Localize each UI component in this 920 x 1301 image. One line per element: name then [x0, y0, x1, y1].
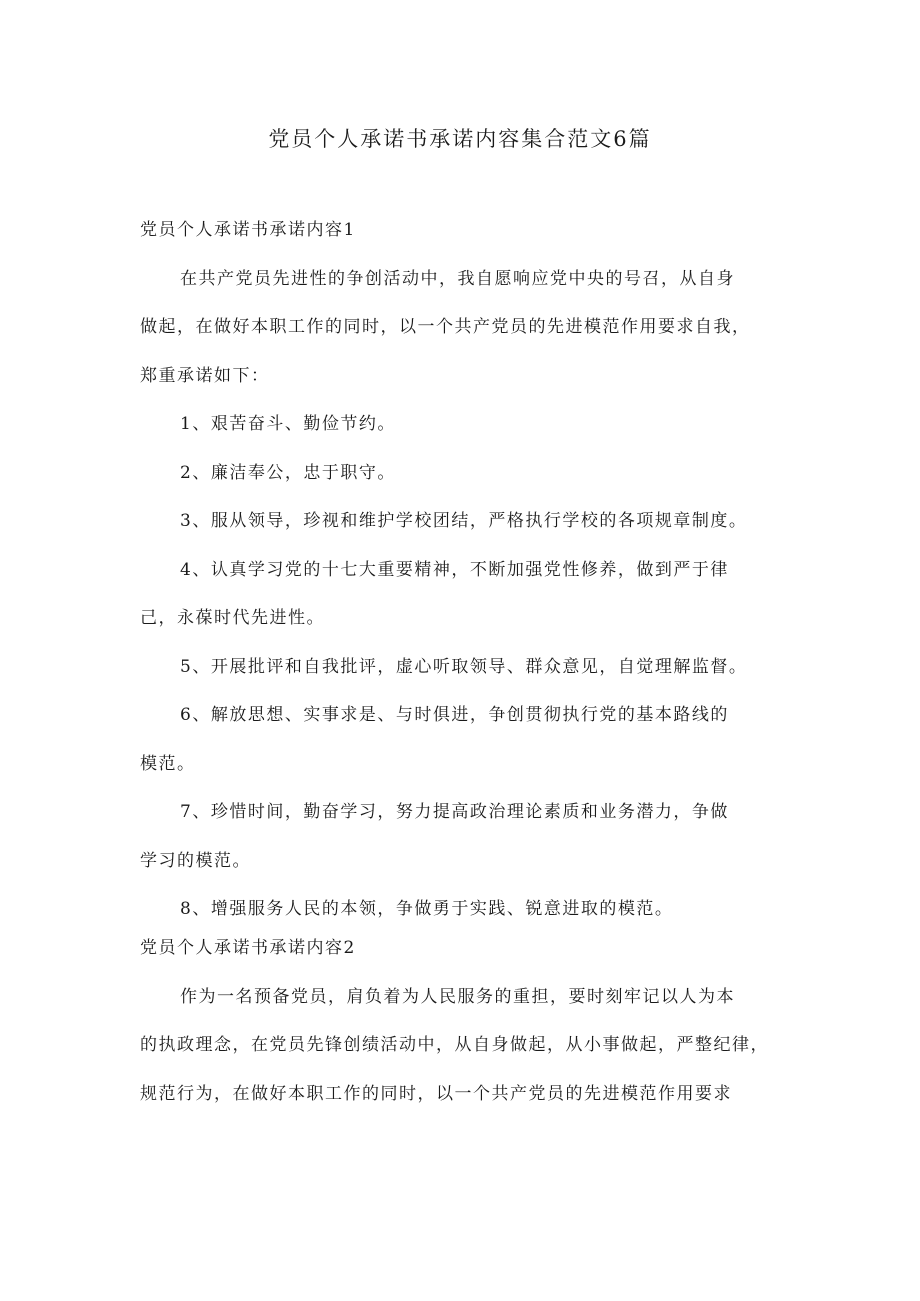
list-item: 6、解放思想、实事求是、与时俱进，争创贯彻执行党的基本路线的	[180, 705, 729, 725]
list-item-continuation: 己，永葆时代先进性。	[140, 608, 325, 628]
list-item-continuation: 学习的模范。	[140, 850, 251, 871]
paragraph-line: 规范行为，在做好本职工作的同时，以一个共产党员的先进模范作用要求	[140, 1083, 732, 1104]
list-item: 8、增强服务人民的本领，争做勇于实践、锐意进取的模范。	[180, 899, 674, 919]
section-heading: 党员个人承诺书承诺内容2	[140, 938, 356, 958]
list-item-continuation: 模范。	[140, 753, 196, 774]
section-heading: 党员个人承诺书承诺内容1	[140, 220, 356, 240]
list-item: 2、廉洁奉公，忠于职守。	[180, 462, 396, 483]
paragraph-line: 在共产党员先进性的争创活动中，我自愿响应党中央的号召，从自身	[180, 268, 735, 289]
paragraph-line: 郑重承诺如下：	[140, 365, 270, 386]
document-body	[140, 212, 790, 1124]
list-item: 4、认真学习党的十七大重要精神，不断加强党性修养，做到严于律	[180, 559, 729, 580]
list-item: 3、服从领导，珍视和维护学校团结，严格执行学校的各项规章制度。	[180, 511, 748, 531]
paragraph-line: 作为一名预备党员，肩负着为人民服务的重担，要时刻牢记以人为本	[180, 986, 735, 1007]
paragraph-line: 做起，在做好本职工作的同时，以一个共产党员的先进模范作用要求自我，	[140, 317, 751, 337]
document-title: 党员个人承诺书承诺内容集合范文6篇	[268, 127, 652, 151]
list-item: 7、珍惜时间，勤奋学习，努力提高政治理论素质和业务潜力，争做	[180, 802, 729, 822]
list-item: 5、开展批评和自我批评，虚心听取领导、群众意见，自觉理解监督。	[180, 656, 748, 677]
paragraph-line: 的执政理念，在党员先锋创绩活动中，从自身做起，从小事做起，严整纪律，	[140, 1035, 769, 1055]
list-item: 1、艰苦奋斗、勤俭节约。	[180, 414, 396, 434]
